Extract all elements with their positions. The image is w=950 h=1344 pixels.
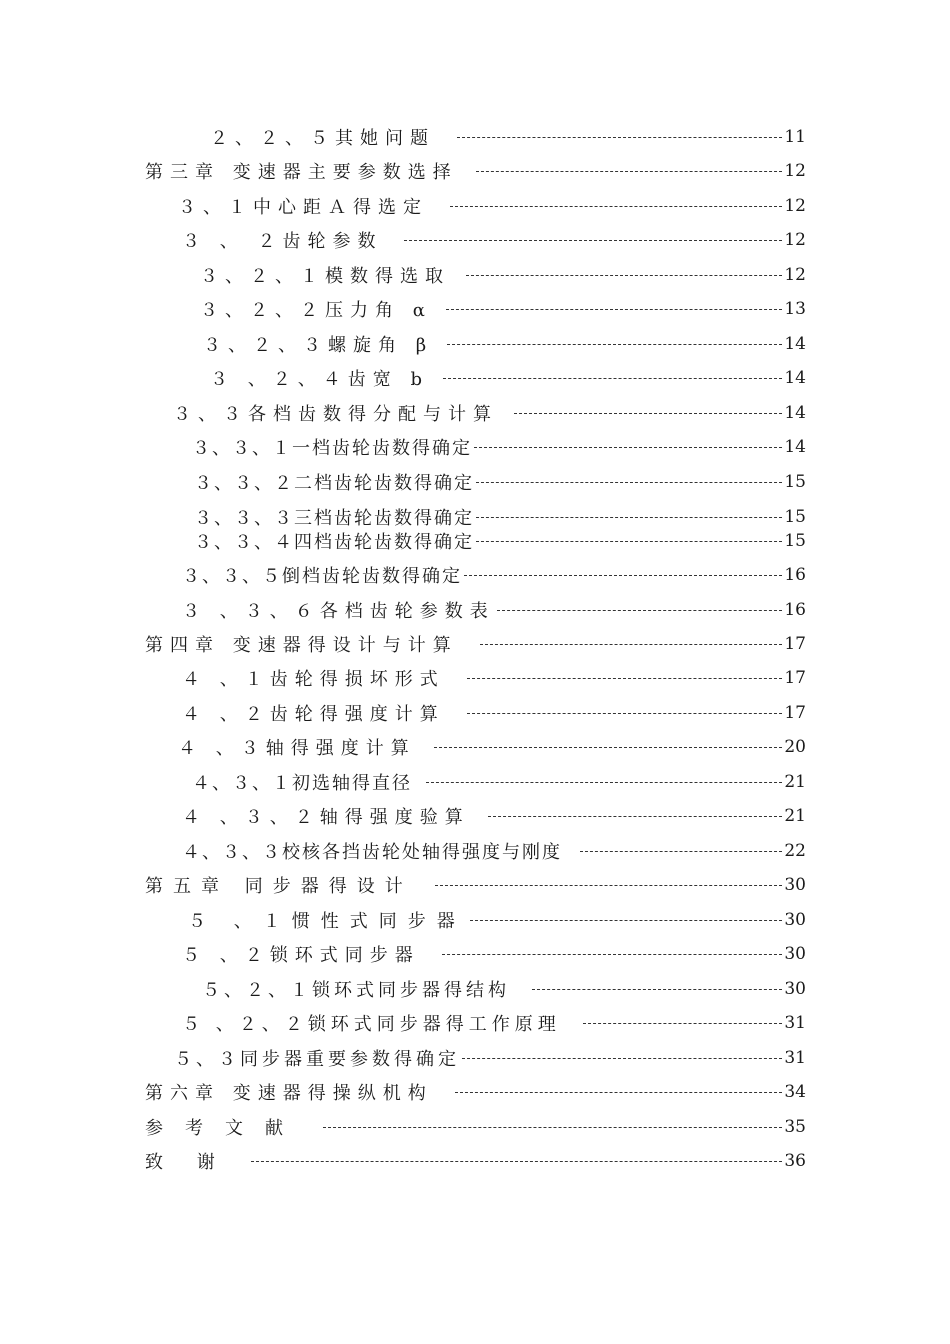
toc-entry-page-number: 15: [784, 472, 806, 492]
toc-entry-page-number: 16: [784, 565, 806, 585]
toc-entry-page-number: 34: [784, 1082, 806, 1102]
toc-entry-title: 第四章 变速器得设计与计算: [145, 635, 458, 656]
toc-entry-title: ３、２、２压力角 α: [200, 300, 432, 321]
toc-entry-page-number: 35: [784, 1117, 806, 1137]
toc-leader-line: [476, 482, 782, 483]
toc-leader-line: [466, 275, 782, 276]
toc-entry-title: ４ 、３轴得强度计算: [178, 738, 416, 759]
toc-entry: [145, 1146, 806, 1176]
toc-entry-page-number: 17: [784, 634, 806, 654]
toc-leader-line: [583, 1023, 783, 1024]
toc-entry-title: ４ 、１齿轮得损坏形式: [182, 669, 445, 690]
toc-entry: [145, 156, 806, 186]
toc-entry-page-number: 31: [784, 1013, 806, 1033]
toc-entry: [182, 836, 806, 866]
toc-leader-line: [447, 344, 782, 345]
toc-entry: [182, 801, 806, 831]
toc-entry-page-number: 17: [784, 703, 806, 723]
toc-entry-title: 第五章 同步器得设计: [145, 876, 413, 897]
toc-entry-page-number: 31: [784, 1048, 806, 1068]
toc-entry-page-number: 20: [784, 737, 806, 757]
toc-entry-title: ３、３、３三档齿轮齿数得确定: [194, 508, 474, 529]
toc-leader-line: [404, 240, 782, 241]
toc-entry-title: 致 谢: [145, 1152, 229, 1173]
toc-entry-title: 第三章 变速器主要参数选择: [145, 162, 458, 183]
toc-leader-line: [488, 816, 783, 817]
toc-leader-line: [480, 644, 783, 645]
toc-entry: [194, 526, 806, 556]
toc-entry-title: ３、３、５倒档齿轮齿数得确定: [182, 566, 462, 587]
toc-leader-line: [434, 747, 783, 748]
toc-leader-line: [435, 885, 783, 886]
toc-leader-line: [470, 920, 783, 921]
toc-entry-page-number: 14: [784, 334, 806, 354]
toc-entry-page-number: 17: [784, 668, 806, 688]
toc-leader-line: [450, 206, 782, 207]
toc-entry: [182, 595, 806, 625]
toc-leader-line: [457, 137, 782, 138]
toc-entry-page-number: 36: [784, 1151, 806, 1171]
toc-leader-line: [442, 954, 783, 955]
toc-entry: [174, 1043, 806, 1073]
toc-entry-page-number: 30: [784, 875, 806, 895]
toc-entry-title: ３、３、１一档齿轮齿数得确定: [192, 438, 472, 459]
toc-entry: [182, 939, 806, 969]
toc-entry: [200, 260, 806, 290]
toc-entry-title: ３、２、３螺旋角 β: [203, 335, 434, 356]
toc-leader-line: [532, 989, 782, 990]
toc-entry: [145, 870, 806, 900]
toc-entry-page-number: 30: [784, 979, 806, 999]
toc-entry-page-number: 15: [784, 507, 806, 527]
toc-entry: [182, 225, 806, 255]
toc-entry-title: ３ 、２、４齿宽 b: [210, 369, 429, 390]
toc-entry-page-number: 12: [784, 230, 806, 250]
toc-entry: [145, 629, 806, 659]
toc-entry-page-number: 14: [784, 368, 806, 388]
toc-entry-title: ５ 、１惯性式同步器: [188, 911, 466, 932]
toc-leader-line: [464, 575, 782, 576]
toc-entry-page-number: 16: [784, 600, 806, 620]
toc-entry: [145, 1112, 806, 1142]
toc-entry-page-number: 14: [784, 403, 806, 423]
toc-entry-title: ５、２、１锁环式同步器得结构: [202, 980, 510, 1001]
toc-entry-page-number: 12: [784, 161, 806, 181]
toc-leader-line: [323, 1127, 782, 1128]
toc-entry: [194, 467, 806, 497]
toc-entry: [210, 363, 806, 393]
toc-leader-line: [474, 447, 782, 448]
toc-entry-page-number: 13: [784, 299, 806, 319]
toc-entry-page-number: 22: [784, 841, 806, 861]
toc-leader-line: [580, 851, 782, 852]
toc-leader-line: [462, 1058, 782, 1059]
toc-entry: [210, 122, 806, 152]
toc-entry-page-number: 15: [784, 531, 806, 551]
toc-entry-title: ５ 、２、２锁环式同步器得工作原理: [182, 1014, 561, 1035]
toc-entry-page-number: 14: [784, 437, 806, 457]
toc-leader-line: [476, 541, 782, 542]
toc-entry: [192, 432, 806, 462]
toc-leader-line: [497, 610, 783, 611]
toc-leader-line: [467, 713, 783, 714]
toc-entry: [202, 974, 806, 1004]
toc-leader-line: [467, 678, 783, 679]
toc-entry-page-number: 11: [784, 127, 806, 147]
toc-entry-title: 参考文献: [145, 1118, 305, 1139]
toc-entry-title: ３、３各档齿数得分配与计算: [173, 404, 498, 425]
toc-leader-line: [455, 1092, 783, 1093]
toc-entry: [145, 1077, 806, 1107]
toc-entry-page-number: 30: [784, 944, 806, 964]
toc-entry-title: ５、３同步器重要参数得确定: [174, 1049, 460, 1070]
toc-entry: [178, 191, 806, 221]
toc-leader-line: [426, 782, 782, 783]
toc-entry: [188, 905, 806, 935]
toc-leader-line: [251, 1161, 783, 1162]
toc-entry-page-number: 12: [784, 265, 806, 285]
toc-entry: [173, 398, 806, 428]
toc-leader-line: [446, 309, 782, 310]
toc-entry-title: ４、３、３校核各挡齿轮处轴得强度与刚度: [182, 842, 562, 863]
toc-entry-title: ３、３、２二档齿轮齿数得确定: [194, 473, 474, 494]
toc-entry-title: ５ 、２锁环式同步器: [182, 945, 420, 966]
toc-entry-title: ３、２、１模数得选取: [200, 266, 450, 287]
toc-entry-title: 第六章 变速器得操纵机构: [145, 1083, 433, 1104]
toc-entry: [182, 1008, 806, 1038]
toc-leader-line: [476, 171, 783, 172]
toc-entry: [182, 698, 806, 728]
toc-entry: [203, 329, 806, 359]
toc-entry-title: ４ 、２齿轮得强度计算: [182, 704, 445, 725]
toc-entry-title: ３、１中心距Ａ得选定: [178, 197, 428, 218]
toc-entry-title: ３ 、３、６各档齿轮参数表: [182, 601, 495, 622]
toc-entry: [182, 663, 806, 693]
toc-entry-page-number: 12: [784, 196, 806, 216]
toc-entry-page-number: 30: [784, 910, 806, 930]
toc-entry: [182, 560, 806, 590]
toc-entry-page-number: 21: [784, 772, 806, 792]
toc-entry-page-number: 21: [784, 806, 806, 826]
toc-leader-line: [514, 413, 782, 414]
toc-entry: [178, 732, 806, 762]
toc-entry-title: ３ 、 ２齿轮参数: [182, 231, 383, 252]
toc-leader-line: [443, 378, 782, 379]
toc-entry-title: ３、３、４四档齿轮齿数得确定: [194, 532, 474, 553]
toc-entry-title: ４、３、１初选轴得直径: [192, 773, 412, 794]
toc-entry: [200, 294, 806, 324]
toc-entry-title: ２、２、５其她问题: [210, 128, 435, 149]
toc-entry: [192, 767, 806, 797]
toc-leader-line: [476, 517, 782, 518]
toc-entry-title: ４ 、３、２轴得强度验算: [182, 807, 470, 828]
